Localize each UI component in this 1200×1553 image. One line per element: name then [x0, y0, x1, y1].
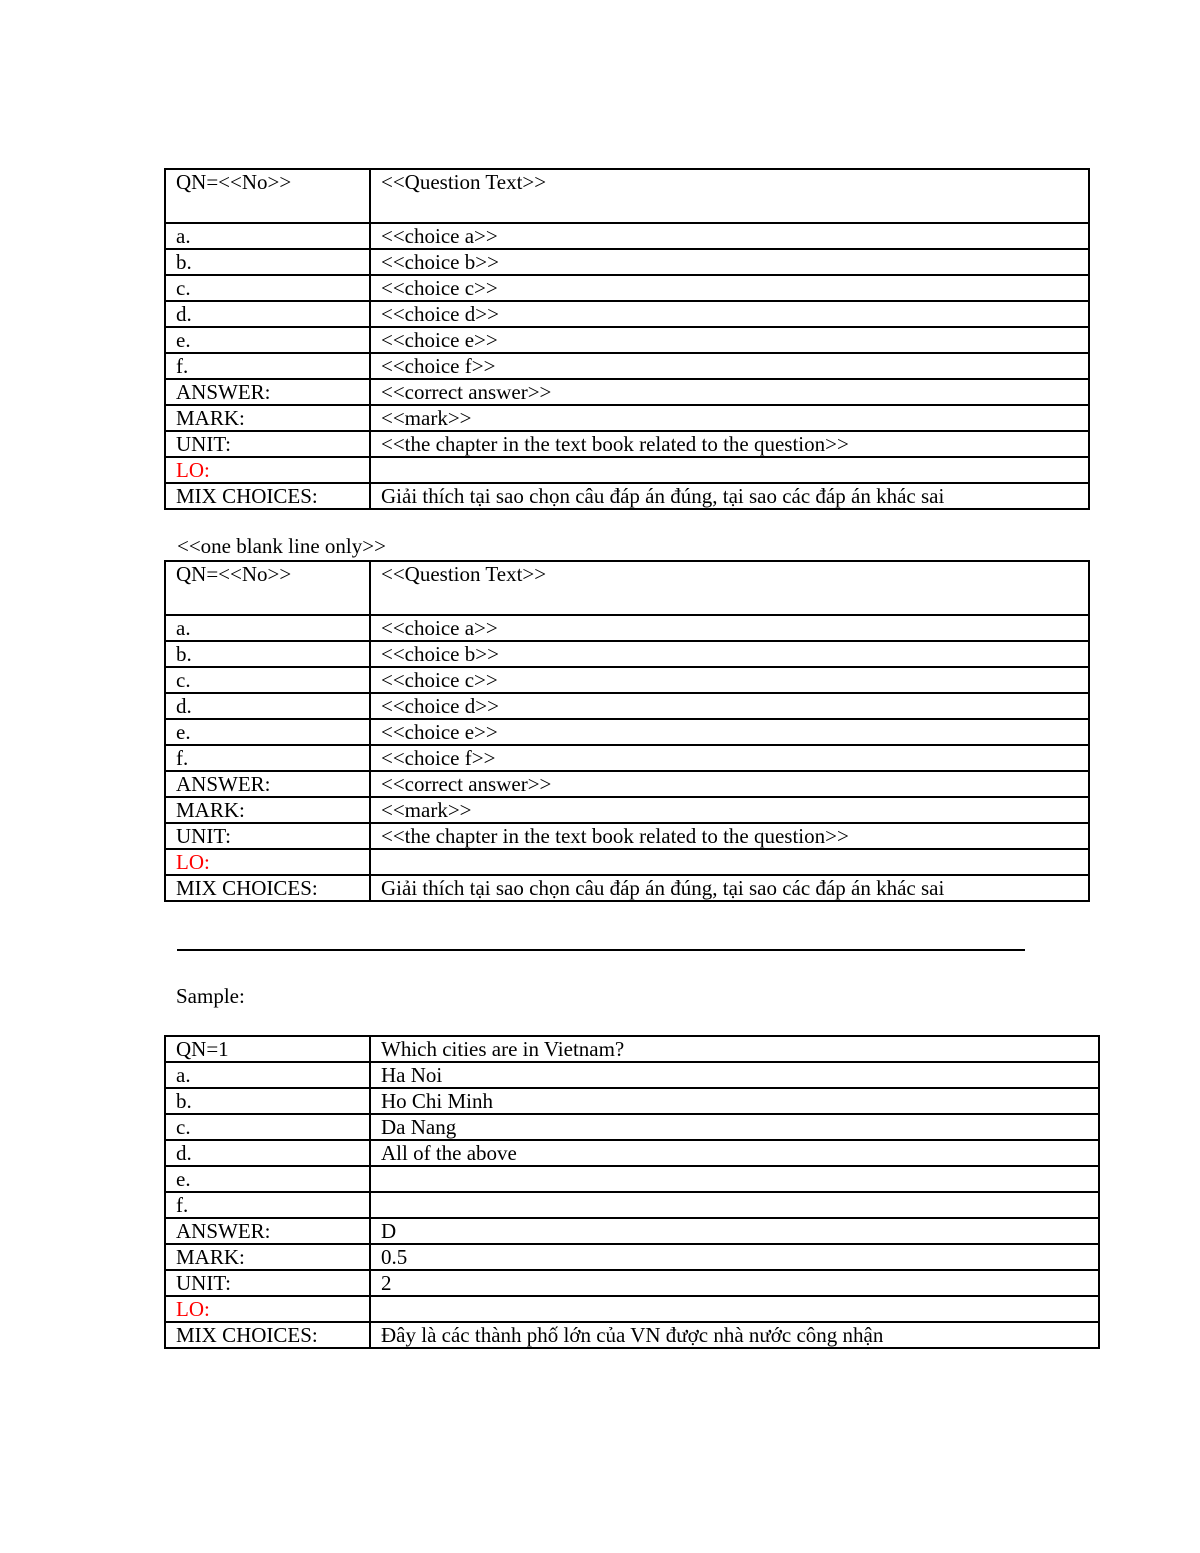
table-row	[165, 1322, 1099, 1348]
row-label: ANSWER:	[165, 1218, 370, 1244]
row-value: <<choice b>>	[370, 249, 1089, 275]
row-value: Ho Chi Minh	[370, 1088, 1099, 1114]
table-row	[165, 327, 1089, 353]
row-value: <<choice c>>	[370, 275, 1089, 301]
table-row	[165, 1140, 1099, 1166]
question-text: <<Question Text>>	[370, 169, 1089, 223]
row-value: <<choice a>>	[370, 223, 1089, 249]
row-value: Ha Noi	[370, 1062, 1099, 1088]
row-label: f.	[165, 353, 370, 379]
row-label: MIX CHOICES:	[165, 1322, 370, 1348]
question-template-table-2	[164, 560, 1090, 902]
table-row	[165, 797, 1089, 823]
row-value	[370, 849, 1089, 875]
qn-label: QN=<<No>>	[165, 561, 370, 615]
row-value: <<choice b>>	[370, 641, 1089, 667]
table-row	[165, 641, 1089, 667]
table-row	[165, 431, 1089, 457]
table-row	[165, 823, 1089, 849]
row-value: <<choice d>>	[370, 301, 1089, 327]
row-label: MARK:	[165, 405, 370, 431]
table-row	[165, 1218, 1099, 1244]
row-value: Đây là các thành phố lớn của VN được nhà nước công nhận	[370, 1322, 1099, 1348]
table-row	[165, 249, 1089, 275]
lo-label: LO:	[165, 457, 370, 483]
row-value	[370, 1166, 1099, 1192]
row-label: b.	[165, 249, 370, 275]
row-label: c.	[165, 275, 370, 301]
row-label: d.	[165, 301, 370, 327]
row-label: MARK:	[165, 1244, 370, 1270]
table-row	[165, 1166, 1099, 1192]
row-value: 2	[370, 1270, 1099, 1296]
row-value: 0.5	[370, 1244, 1099, 1270]
horizontal-divider	[177, 949, 1025, 951]
row-label: a.	[165, 615, 370, 641]
row-label: UNIT:	[165, 1270, 370, 1296]
row-value: D	[370, 1218, 1099, 1244]
table-row	[165, 483, 1089, 509]
table-row	[165, 771, 1089, 797]
table-row	[165, 457, 1089, 483]
row-value: <<mark>>	[370, 405, 1089, 431]
qn-label: QN=1	[165, 1036, 370, 1062]
table-row	[165, 169, 1089, 223]
row-value: <<choice f>>	[370, 745, 1089, 771]
table-row	[165, 1192, 1099, 1218]
sample-heading: Sample:	[176, 984, 245, 1008]
qn-label: QN=<<No>>	[165, 169, 370, 223]
row-label: a.	[165, 223, 370, 249]
lo-label: LO:	[165, 1296, 370, 1322]
row-value: Giải thích tại sao chọn câu đáp án đúng, tại sao các đáp án khác sai	[370, 483, 1089, 509]
row-label: b.	[165, 641, 370, 667]
table-row	[165, 1114, 1099, 1140]
question-text: Which cities are in Vietnam?	[370, 1036, 1099, 1062]
table-row	[165, 1244, 1099, 1270]
table-row	[165, 1088, 1099, 1114]
table-row	[165, 719, 1089, 745]
row-value: All of the above	[370, 1140, 1099, 1166]
row-label: f.	[165, 745, 370, 771]
row-value: Da Nang	[370, 1114, 1099, 1140]
row-label: a.	[165, 1062, 370, 1088]
row-label: UNIT:	[165, 431, 370, 457]
row-value: <<the chapter in the text book related to the question>>	[370, 431, 1089, 457]
row-label: b.	[165, 1088, 370, 1114]
table-row	[165, 693, 1089, 719]
row-value: <<choice e>>	[370, 719, 1089, 745]
table-row	[165, 301, 1089, 327]
sample-question-table	[164, 1035, 1100, 1349]
row-label: MARK:	[165, 797, 370, 823]
row-label: ANSWER:	[165, 379, 370, 405]
row-value: <<choice a>>	[370, 615, 1089, 641]
row-value: Giải thích tại sao chọn câu đáp án đúng, tại sao các đáp án khác sai	[370, 875, 1089, 901]
row-label: e.	[165, 327, 370, 353]
table-row	[165, 1036, 1099, 1062]
row-value: <<choice f>>	[370, 353, 1089, 379]
row-value	[370, 457, 1089, 483]
row-label: d.	[165, 1140, 370, 1166]
row-label: d.	[165, 693, 370, 719]
lo-label: LO:	[165, 849, 370, 875]
row-value: <<mark>>	[370, 797, 1089, 823]
row-value: <<choice e>>	[370, 327, 1089, 353]
row-label: c.	[165, 667, 370, 693]
table-row	[165, 745, 1089, 771]
table-row	[165, 1296, 1099, 1322]
row-value: <<choice c>>	[370, 667, 1089, 693]
row-value: <<the chapter in the text book related to the question>>	[370, 823, 1089, 849]
table-row	[165, 1062, 1099, 1088]
row-value: <<choice d>>	[370, 693, 1089, 719]
row-label: c.	[165, 1114, 370, 1140]
row-label: UNIT:	[165, 823, 370, 849]
row-label: e.	[165, 719, 370, 745]
separator-note: <<one blank line only>>	[177, 534, 386, 558]
table-row	[165, 849, 1089, 875]
table-row	[165, 561, 1089, 615]
table-row	[165, 353, 1089, 379]
table-row	[165, 667, 1089, 693]
row-label: MIX CHOICES:	[165, 875, 370, 901]
row-label: e.	[165, 1166, 370, 1192]
row-value: <<correct answer>>	[370, 379, 1089, 405]
row-value: <<correct answer>>	[370, 771, 1089, 797]
row-label: MIX CHOICES:	[165, 483, 370, 509]
question-template-table-1	[164, 168, 1090, 510]
table-row	[165, 405, 1089, 431]
table-row	[165, 615, 1089, 641]
table-row	[165, 223, 1089, 249]
row-value	[370, 1296, 1099, 1322]
row-value	[370, 1192, 1099, 1218]
table-row	[165, 379, 1089, 405]
table-row	[165, 275, 1089, 301]
question-text: <<Question Text>>	[370, 561, 1089, 615]
table-row	[165, 1270, 1099, 1296]
table-row	[165, 875, 1089, 901]
row-label: f.	[165, 1192, 370, 1218]
row-label: ANSWER:	[165, 771, 370, 797]
